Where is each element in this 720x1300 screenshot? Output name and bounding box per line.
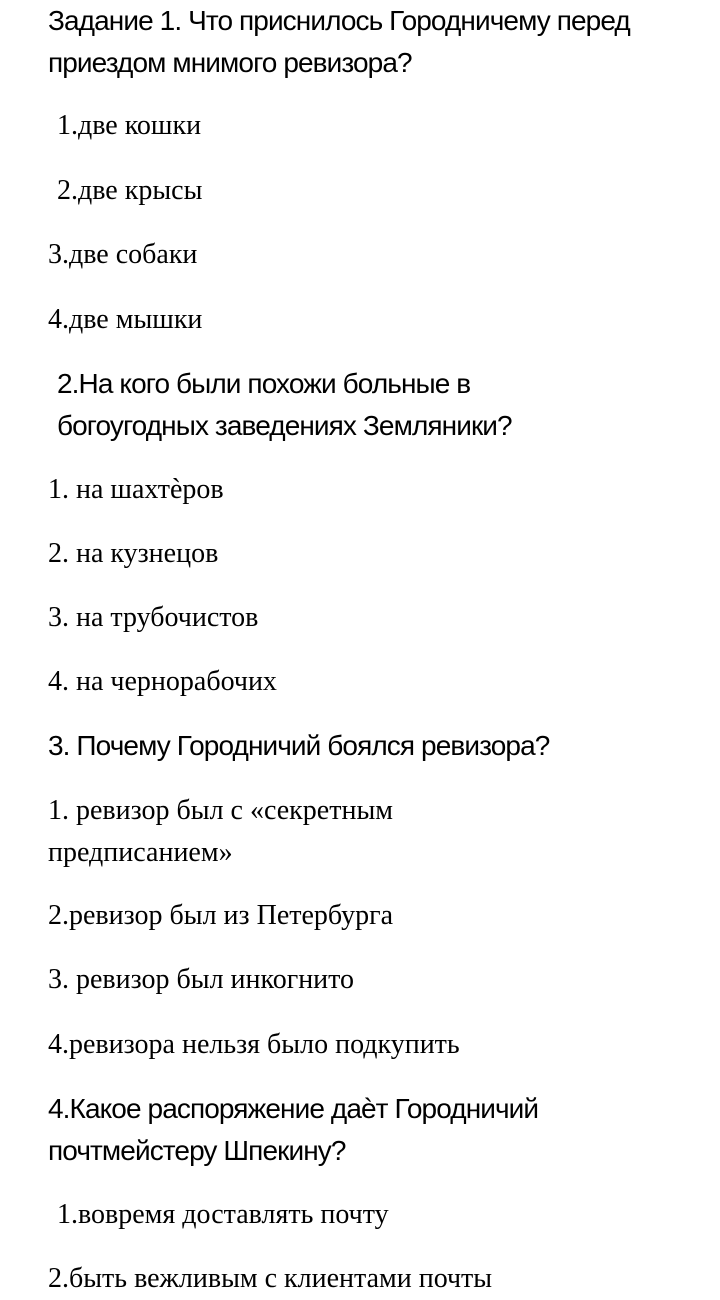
option-1-4: 4.две мышки xyxy=(48,304,203,335)
question-4: 4.Какое распоряжение даѐт Городничий почтмейстеру Шпекину? xyxy=(48,1093,539,1166)
option-2-2: 2. на кузнецов xyxy=(48,538,219,569)
option-2-1: 1. на шахтѐров xyxy=(48,474,224,505)
option-3-3: 3. ревизор был инкогнито xyxy=(48,964,355,995)
option-3-1: 1. ревизор был с «секретным предписанием» xyxy=(48,795,393,868)
question-1: Задание 1. Что приснилось Городничему перед приездом мнимого ревизора? xyxy=(48,5,630,78)
option-1-3: 3.две собаки xyxy=(48,239,198,270)
question-2: 2.На кого были похожи больные в богоугодных заведениях Земляники? xyxy=(57,368,512,441)
option-1-2: 2.две крысы xyxy=(57,175,203,206)
option-3-2: 2.ревизор был из Петербурга xyxy=(48,900,394,931)
option-3-4: 4.ревизора нельзя было подкупить xyxy=(48,1029,460,1060)
question-3: 3. Почему Городничий боялся ревизора? xyxy=(48,730,550,761)
option-4-2: 2.быть вежливым с клиентами почты xyxy=(48,1263,493,1294)
option-2-4: 4. на чернорабочих xyxy=(48,666,277,697)
option-2-3: 3. на трубочистов xyxy=(48,602,259,633)
option-1-1: 1.две кошки xyxy=(57,110,202,141)
option-4-1: 1.вовремя доставлять почту xyxy=(57,1199,389,1230)
